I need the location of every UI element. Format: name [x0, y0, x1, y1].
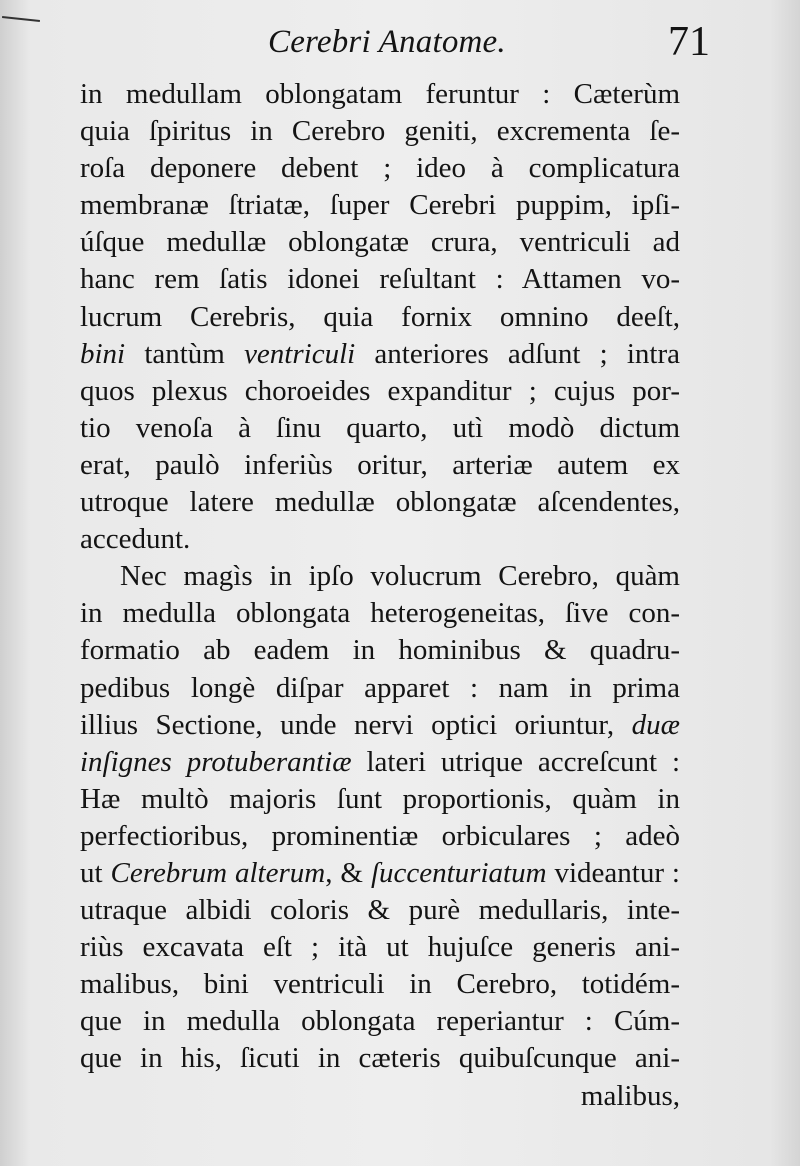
text-segment: ut [80, 856, 111, 889]
catchword: malibus, [580, 1079, 680, 1112]
italic-term: ſuccenturiatum [370, 856, 547, 889]
text-segment: videantur : [546, 856, 680, 889]
text-line [80, 744, 680, 781]
text-line: tio venoſa à ſinu quarto, utì modò dictum [80, 411, 680, 444]
text-line: que in his, ſicuti in cæteris quibuſcunque ani- [80, 1042, 680, 1075]
text-line: membranæ ſtriatæ, ſuper Cerebri puppim, ipſi- [80, 189, 680, 222]
text-segment: lateri utrique accreſcunt : [351, 745, 680, 778]
text-line: in medullam oblongatam feruntur : Cæterùm [80, 78, 680, 110]
text-line: hanc rem ſatis idonei reſultant : Attamen vo- [80, 263, 680, 296]
italic-term: duæ [631, 708, 680, 741]
text-line [80, 336, 680, 373]
text-line: Hæ multò majoris ſunt proportionis, quàm in [80, 782, 680, 815]
body-text [80, 76, 680, 1115]
text-line: in medulla oblongata heterogeneitas, ſive con- [80, 597, 680, 630]
text-line: roſa deponere debent ; ideo à complicatura [80, 152, 680, 185]
italic-term: ventriculi [244, 337, 356, 370]
text-line [80, 707, 680, 744]
page-header [0, 16, 800, 66]
text-line: quia ſpiritus in Cerebro geniti, excrementa ſe- [80, 115, 680, 148]
text-line: riùs excavata eſt ; ità ut hujuſce generis ani- [80, 931, 680, 964]
text-line: lucrum Cerebris, quia fornix omnino deeſt, [80, 300, 680, 333]
text-line: accedunt. [80, 523, 191, 556]
text-segment: , & [325, 856, 371, 889]
text-line: formatio ab eadem in hominibus & quadru- [80, 634, 680, 667]
text-line: perfectioribus, prominentiæ orbiculares ; adeò [80, 819, 680, 852]
italic-term: inſignes protuberantiæ [80, 745, 352, 778]
text-line: úſque medullæ oblongatæ crura, ventriculi ad [80, 226, 680, 259]
text-line [80, 855, 680, 892]
text-segment: illius Sectione, unde nervi optici oriuntur, [80, 708, 632, 741]
italic-term: Cerebrum alterum [110, 856, 326, 889]
text-line: pedibus longè diſpar apparet : nam in prima [80, 671, 680, 704]
text-line: utroque latere medullæ oblongatæ aſcendentes, [80, 486, 680, 519]
page-number: 71 [668, 19, 710, 65]
text-segment: tantùm [125, 337, 245, 370]
text-line: que in medulla oblongata reperiantur : Cúm- [80, 1005, 680, 1038]
running-head: Cerebri Anatome. [268, 24, 506, 60]
italic-term: bini [80, 337, 126, 370]
text-line: malibus, bini ventriculi in Cerebro, totidém- [80, 968, 680, 1001]
text-segment: anteriores adſunt ; intra [355, 337, 680, 370]
text-line: erat, paulò inferiùs oritur, arteriæ autem ex [80, 448, 680, 481]
paragraph-start-line: Nec magìs in ipſo volucrum Cerebro, quàm [120, 560, 680, 593]
text-line: utraque albidi coloris & purè medullaris, inte- [80, 894, 680, 927]
text-line: quos plexus choroeides expanditur ; cujus por- [80, 374, 680, 407]
